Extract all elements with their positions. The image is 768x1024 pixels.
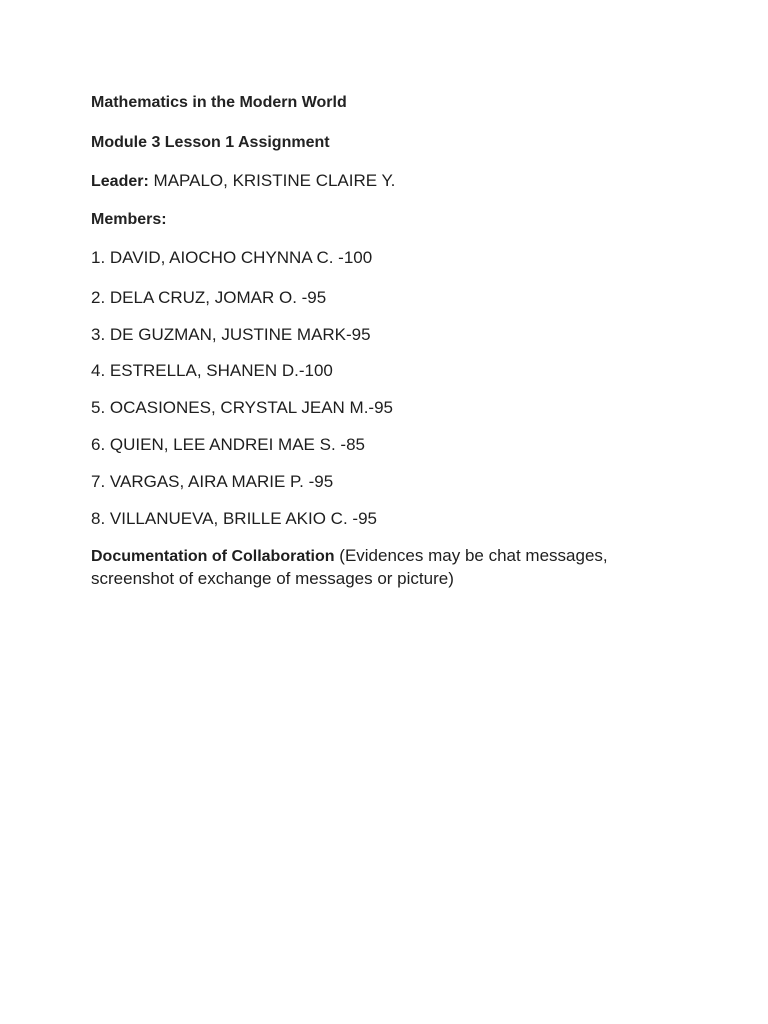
leader-name: MAPALO, KRISTINE CLAIRE Y. xyxy=(153,171,396,190)
documentation-label: Documentation of Collaboration xyxy=(91,548,335,565)
member-item: 7. VARGAS, AIRA MARIE P. -95 xyxy=(91,472,334,491)
assignment-title: Module 3 Lesson 1 Assignment xyxy=(91,134,330,151)
member-item: 1. DAVID, AIOCHO CHYNNA C. -100 xyxy=(91,248,373,267)
documentation-note: (Evidences may be chat messages, screenshot of exchange of messages or picture) xyxy=(91,546,608,588)
member-item: 3. DE GUZMAN, JUSTINE MARK-95 xyxy=(91,325,371,344)
leader-line xyxy=(91,171,395,192)
members-label: Members: xyxy=(91,211,167,228)
course-title: Mathematics in the Modern World xyxy=(91,94,347,111)
member-item: 4. ESTRELLA, SHANEN D.-100 xyxy=(91,361,333,380)
member-item: 8. VILLANUEVA, BRILLE AKIO C. -95 xyxy=(91,509,377,528)
member-item: 5. OCASIONES, CRYSTAL JEAN M.-95 xyxy=(91,398,393,417)
leader-label: Leader: xyxy=(91,173,149,190)
documentation-section xyxy=(91,545,671,590)
member-item: 6. QUIEN, LEE ANDREI MAE S. -85 xyxy=(91,435,365,454)
member-item: 2. DELA CRUZ, JOMAR O. -95 xyxy=(91,288,327,307)
